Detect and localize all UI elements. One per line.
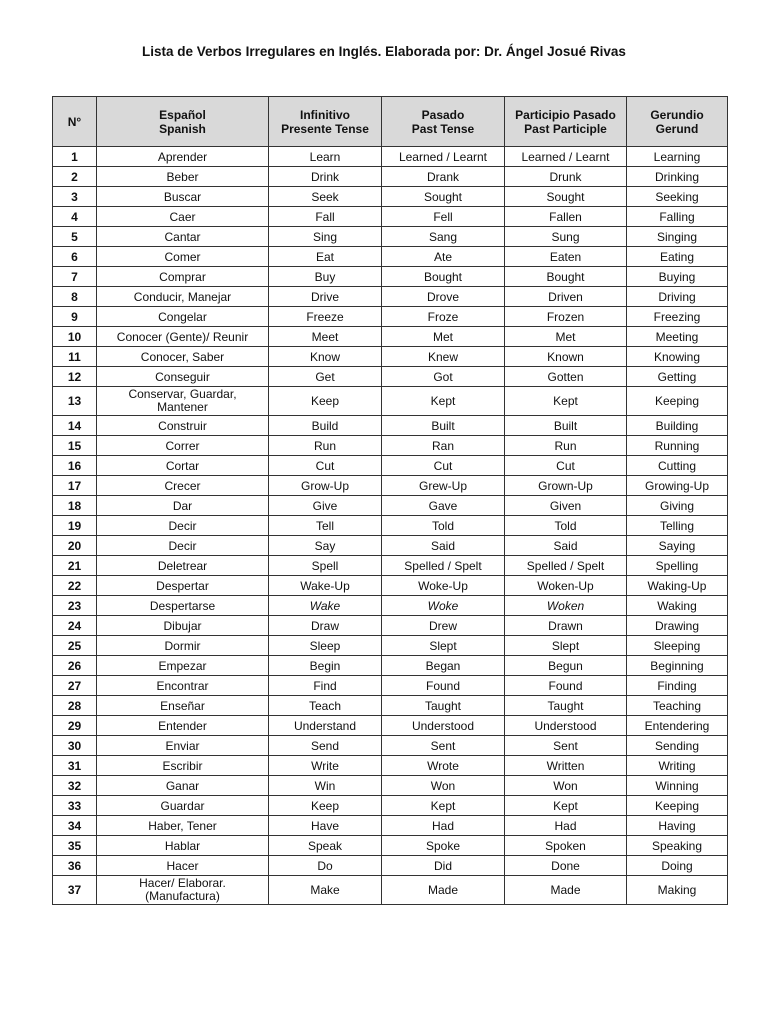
cell-spanish: Cantar xyxy=(97,227,269,247)
cell-past-participle: Cut xyxy=(505,456,627,476)
cell-spanish: Beber xyxy=(97,167,269,187)
cell-infinitive: Grow-Up xyxy=(269,476,382,496)
cell-number: 6 xyxy=(53,247,97,267)
table-row xyxy=(53,856,728,876)
cell-past-participle: Kept xyxy=(505,387,627,416)
cell-infinitive: Sing xyxy=(269,227,382,247)
cell-spanish: Decir xyxy=(97,516,269,536)
cell-past: Did xyxy=(382,856,505,876)
cell-past-participle: Driven xyxy=(505,287,627,307)
cell-gerund: Sleeping xyxy=(627,636,728,656)
cell-number: 31 xyxy=(53,756,97,776)
cell-gerund: Growing-Up xyxy=(627,476,728,496)
cell-infinitive: Get xyxy=(269,367,382,387)
table-row xyxy=(53,616,728,636)
cell-gerund: Learning xyxy=(627,147,728,167)
header-infinitive: Infinitivo Presente Tense xyxy=(269,97,382,147)
cell-spanish: Entender xyxy=(97,716,269,736)
cell-infinitive: Build xyxy=(269,416,382,436)
cell-gerund: Spelling xyxy=(627,556,728,576)
cell-infinitive: Sleep xyxy=(269,636,382,656)
table-row xyxy=(53,367,728,387)
cell-gerund: Drinking xyxy=(627,167,728,187)
cell-spanish: Conducir, Manejar xyxy=(97,287,269,307)
table-row xyxy=(53,307,728,327)
cell-past-participle: Had xyxy=(505,816,627,836)
cell-spanish: Cortar xyxy=(97,456,269,476)
cell-gerund: Finding xyxy=(627,676,728,696)
header-spanish: Español Spanish xyxy=(97,97,269,147)
cell-past-participle: Drunk xyxy=(505,167,627,187)
cell-past: Spelled / Spelt xyxy=(382,556,505,576)
cell-gerund: Waking xyxy=(627,596,728,616)
cell-gerund: Seeking xyxy=(627,187,728,207)
table-row xyxy=(53,327,728,347)
cell-infinitive: Write xyxy=(269,756,382,776)
cell-spanish: Conseguir xyxy=(97,367,269,387)
cell-past: Found xyxy=(382,676,505,696)
cell-number: 20 xyxy=(53,536,97,556)
cell-gerund: Teaching xyxy=(627,696,728,716)
table-row xyxy=(53,187,728,207)
cell-number: 12 xyxy=(53,367,97,387)
cell-spanish: Haber, Tener xyxy=(97,816,269,836)
cell-past: Drew xyxy=(382,616,505,636)
table-row xyxy=(53,476,728,496)
table-row xyxy=(53,347,728,367)
cell-past-participle: Won xyxy=(505,776,627,796)
cell-gerund: Freezing xyxy=(627,307,728,327)
cell-spanish: Escribir xyxy=(97,756,269,776)
cell-spanish: Deletrear xyxy=(97,556,269,576)
cell-spanish: Buscar xyxy=(97,187,269,207)
cell-past-participle: Gotten xyxy=(505,367,627,387)
cell-spanish-line: Mantener xyxy=(157,400,208,414)
cell-past-participle: Sent xyxy=(505,736,627,756)
table-row xyxy=(53,716,728,736)
cell-infinitive: Meet xyxy=(269,327,382,347)
cell-spanish xyxy=(97,387,269,416)
table-row xyxy=(53,796,728,816)
cell-infinitive: Make xyxy=(269,876,382,905)
table-row xyxy=(53,776,728,796)
cell-past: Sang xyxy=(382,227,505,247)
cell-spanish xyxy=(97,876,269,905)
cell-infinitive: Buy xyxy=(269,267,382,287)
cell-spanish: Ganar xyxy=(97,776,269,796)
cell-past-participle: Fallen xyxy=(505,207,627,227)
cell-past: Gave xyxy=(382,496,505,516)
cell-spanish: Aprender xyxy=(97,147,269,167)
cell-spanish: Conocer (Gente)/ Reunir xyxy=(97,327,269,347)
table-row xyxy=(53,656,728,676)
cell-infinitive: Freeze xyxy=(269,307,382,327)
header-past-participle: Participio Pasado Past Participle xyxy=(505,97,627,147)
cell-spanish: Conocer, Saber xyxy=(97,347,269,367)
cell-past: Wrote xyxy=(382,756,505,776)
table-row xyxy=(53,207,728,227)
cell-past-participle: Found xyxy=(505,676,627,696)
table-row xyxy=(53,816,728,836)
cell-past: Drank xyxy=(382,167,505,187)
cell-gerund: Having xyxy=(627,816,728,836)
cell-gerund: Entendering xyxy=(627,716,728,736)
cell-spanish: Crecer xyxy=(97,476,269,496)
cell-spanish: Enviar xyxy=(97,736,269,756)
cell-gerund: Getting xyxy=(627,367,728,387)
cell-past: Fell xyxy=(382,207,505,227)
cell-spanish: Despertarse xyxy=(97,596,269,616)
cell-number: 2 xyxy=(53,167,97,187)
cell-past-participle: Understood xyxy=(505,716,627,736)
table-row xyxy=(53,596,728,616)
cell-past-participle: Kept xyxy=(505,796,627,816)
table-row xyxy=(53,876,728,905)
cell-gerund: Keeping xyxy=(627,796,728,816)
table-row xyxy=(53,756,728,776)
cell-number: 16 xyxy=(53,456,97,476)
cell-past-participle: Given xyxy=(505,496,627,516)
cell-infinitive: Fall xyxy=(269,207,382,227)
cell-spanish: Guardar xyxy=(97,796,269,816)
cell-past: Froze xyxy=(382,307,505,327)
cell-infinitive: Cut xyxy=(269,456,382,476)
cell-spanish: Empezar xyxy=(97,656,269,676)
cell-spanish: Enseñar xyxy=(97,696,269,716)
cell-gerund: Buying xyxy=(627,267,728,287)
cell-past-participle: Told xyxy=(505,516,627,536)
cell-infinitive: Begin xyxy=(269,656,382,676)
cell-past-participle: Taught xyxy=(505,696,627,716)
cell-gerund: Winning xyxy=(627,776,728,796)
table-row xyxy=(53,836,728,856)
cell-past: Understood xyxy=(382,716,505,736)
cell-past: Learned / Learnt xyxy=(382,147,505,167)
cell-gerund: Saying xyxy=(627,536,728,556)
cell-number: 17 xyxy=(53,476,97,496)
cell-infinitive: Drive xyxy=(269,287,382,307)
cell-past-participle: Grown-Up xyxy=(505,476,627,496)
cell-infinitive: Give xyxy=(269,496,382,516)
cell-past: Drove xyxy=(382,287,505,307)
cell-past: Woke xyxy=(382,596,505,616)
cell-past: Won xyxy=(382,776,505,796)
cell-spanish-line: Hacer/ Elaborar. xyxy=(139,876,226,890)
cell-gerund: Building xyxy=(627,416,728,436)
cell-spanish: Dar xyxy=(97,496,269,516)
cell-infinitive: Understand xyxy=(269,716,382,736)
cell-past: Built xyxy=(382,416,505,436)
cell-number: 3 xyxy=(53,187,97,207)
table-row xyxy=(53,736,728,756)
cell-spanish: Correr xyxy=(97,436,269,456)
table-row xyxy=(53,247,728,267)
cell-gerund: Cutting xyxy=(627,456,728,476)
cell-gerund: Making xyxy=(627,876,728,905)
cell-infinitive: Spell xyxy=(269,556,382,576)
table-row xyxy=(53,696,728,716)
cell-gerund: Running xyxy=(627,436,728,456)
cell-past: Slept xyxy=(382,636,505,656)
cell-past-participle: Known xyxy=(505,347,627,367)
cell-past: Knew xyxy=(382,347,505,367)
cell-past: Got xyxy=(382,367,505,387)
table-row xyxy=(53,147,728,167)
cell-number: 5 xyxy=(53,227,97,247)
cell-infinitive: Do xyxy=(269,856,382,876)
cell-spanish-line: Conservar, Guardar, xyxy=(128,387,237,401)
cell-infinitive: Keep xyxy=(269,387,382,416)
cell-number: 30 xyxy=(53,736,97,756)
cell-number: 8 xyxy=(53,287,97,307)
cell-infinitive: Win xyxy=(269,776,382,796)
cell-past: Ran xyxy=(382,436,505,456)
cell-past-participle: Built xyxy=(505,416,627,436)
cell-past-participle: Spelled / Spelt xyxy=(505,556,627,576)
irregular-verbs-table xyxy=(52,96,728,905)
cell-infinitive: Teach xyxy=(269,696,382,716)
cell-infinitive: Keep xyxy=(269,796,382,816)
cell-infinitive: Draw xyxy=(269,616,382,636)
cell-spanish: Congelar xyxy=(97,307,269,327)
cell-past: Told xyxy=(382,516,505,536)
cell-number: 26 xyxy=(53,656,97,676)
cell-number: 36 xyxy=(53,856,97,876)
table-row xyxy=(53,387,728,416)
cell-number: 23 xyxy=(53,596,97,616)
cell-infinitive: Send xyxy=(269,736,382,756)
cell-number: 21 xyxy=(53,556,97,576)
cell-gerund: Sending xyxy=(627,736,728,756)
cell-gerund: Waking-Up xyxy=(627,576,728,596)
cell-infinitive: Have xyxy=(269,816,382,836)
table-row xyxy=(53,167,728,187)
cell-infinitive: Say xyxy=(269,536,382,556)
cell-number: 15 xyxy=(53,436,97,456)
cell-past: Kept xyxy=(382,387,505,416)
table-row xyxy=(53,496,728,516)
cell-past-participle: Frozen xyxy=(505,307,627,327)
cell-past-participle: Done xyxy=(505,856,627,876)
cell-gerund: Meeting xyxy=(627,327,728,347)
cell-infinitive: Wake-Up xyxy=(269,576,382,596)
cell-number: 11 xyxy=(53,347,97,367)
cell-gerund: Writing xyxy=(627,756,728,776)
cell-past-participle: Learned / Learnt xyxy=(505,147,627,167)
cell-past: Cut xyxy=(382,456,505,476)
cell-number: 22 xyxy=(53,576,97,596)
cell-past-participle: Bought xyxy=(505,267,627,287)
cell-past-participle: Begun xyxy=(505,656,627,676)
cell-spanish: Caer xyxy=(97,207,269,227)
cell-past: Ate xyxy=(382,247,505,267)
header-gerund: Gerundio Gerund xyxy=(627,97,728,147)
cell-spanish: Despertar xyxy=(97,576,269,596)
table-row xyxy=(53,416,728,436)
cell-spanish: Hacer xyxy=(97,856,269,876)
cell-spanish: Encontrar xyxy=(97,676,269,696)
cell-past-participle: Met xyxy=(505,327,627,347)
cell-number: 7 xyxy=(53,267,97,287)
cell-number: 24 xyxy=(53,616,97,636)
cell-number: 32 xyxy=(53,776,97,796)
cell-past-participle: Sought xyxy=(505,187,627,207)
cell-past: Woke-Up xyxy=(382,576,505,596)
cell-past-participle: Written xyxy=(505,756,627,776)
table-row xyxy=(53,287,728,307)
cell-gerund: Drawing xyxy=(627,616,728,636)
table-row xyxy=(53,456,728,476)
cell-number: 25 xyxy=(53,636,97,656)
cell-spanish: Comer xyxy=(97,247,269,267)
cell-number: 19 xyxy=(53,516,97,536)
cell-number: 28 xyxy=(53,696,97,716)
cell-past: Sought xyxy=(382,187,505,207)
cell-number: 18 xyxy=(53,496,97,516)
cell-past: Spoke xyxy=(382,836,505,856)
cell-spanish: Dibujar xyxy=(97,616,269,636)
table-row xyxy=(53,227,728,247)
cell-number: 29 xyxy=(53,716,97,736)
table-row xyxy=(53,576,728,596)
cell-spanish: Construir xyxy=(97,416,269,436)
cell-gerund: Giving xyxy=(627,496,728,516)
cell-gerund: Falling xyxy=(627,207,728,227)
cell-infinitive: Eat xyxy=(269,247,382,267)
cell-gerund: Singing xyxy=(627,227,728,247)
cell-number: 14 xyxy=(53,416,97,436)
cell-past-participle: Made xyxy=(505,876,627,905)
cell-infinitive: Speak xyxy=(269,836,382,856)
cell-past-participle: Spoken xyxy=(505,836,627,856)
cell-infinitive: Tell xyxy=(269,516,382,536)
cell-past: Had xyxy=(382,816,505,836)
table-row xyxy=(53,676,728,696)
cell-past: Grew-Up xyxy=(382,476,505,496)
table-row xyxy=(53,536,728,556)
cell-number: 9 xyxy=(53,307,97,327)
header-past: Pasado Past Tense xyxy=(382,97,505,147)
table-row xyxy=(53,267,728,287)
cell-number: 10 xyxy=(53,327,97,347)
table-row xyxy=(53,436,728,456)
cell-past: Kept xyxy=(382,796,505,816)
cell-past: Made xyxy=(382,876,505,905)
cell-past: Began xyxy=(382,656,505,676)
cell-past: Sent xyxy=(382,736,505,756)
cell-past-participle: Drawn xyxy=(505,616,627,636)
cell-gerund: Driving xyxy=(627,287,728,307)
cell-number: 35 xyxy=(53,836,97,856)
cell-number: 13 xyxy=(53,387,97,416)
cell-gerund: Eating xyxy=(627,247,728,267)
cell-number: 1 xyxy=(53,147,97,167)
cell-past: Met xyxy=(382,327,505,347)
cell-gerund: Doing xyxy=(627,856,728,876)
cell-infinitive: Seek xyxy=(269,187,382,207)
cell-gerund: Keeping xyxy=(627,387,728,416)
cell-past: Taught xyxy=(382,696,505,716)
cell-gerund: Telling xyxy=(627,516,728,536)
table-row xyxy=(53,636,728,656)
cell-gerund: Knowing xyxy=(627,347,728,367)
table-row xyxy=(53,516,728,536)
cell-infinitive: Find xyxy=(269,676,382,696)
cell-spanish-line: (Manufactura) xyxy=(145,889,220,903)
cell-number: 33 xyxy=(53,796,97,816)
cell-number: 4 xyxy=(53,207,97,227)
cell-spanish: Decir xyxy=(97,536,269,556)
cell-number: 27 xyxy=(53,676,97,696)
header-number: N° xyxy=(53,97,97,147)
cell-number: 34 xyxy=(53,816,97,836)
document-title: Lista de Verbos Irregulares en Inglés. Elaborada por: Dr. Ángel Josué Rivas xyxy=(142,44,626,59)
cell-past-participle: Slept xyxy=(505,636,627,656)
cell-past-participle: Woken xyxy=(505,596,627,616)
cell-number: 37 xyxy=(53,876,97,905)
cell-infinitive: Run xyxy=(269,436,382,456)
cell-spanish: Dormir xyxy=(97,636,269,656)
cell-past-participle: Eaten xyxy=(505,247,627,267)
cell-past: Said xyxy=(382,536,505,556)
cell-gerund: Speaking xyxy=(627,836,728,856)
cell-spanish: Hablar xyxy=(97,836,269,856)
cell-past-participle: Woken-Up xyxy=(505,576,627,596)
cell-past-participle: Sung xyxy=(505,227,627,247)
cell-past: Bought xyxy=(382,267,505,287)
cell-past-participle: Run xyxy=(505,436,627,456)
table-row xyxy=(53,556,728,576)
cell-infinitive: Learn xyxy=(269,147,382,167)
table-header-row xyxy=(53,97,728,147)
cell-infinitive: Wake xyxy=(269,596,382,616)
cell-spanish: Comprar xyxy=(97,267,269,287)
cell-past-participle: Said xyxy=(505,536,627,556)
cell-gerund: Beginning xyxy=(627,656,728,676)
cell-infinitive: Know xyxy=(269,347,382,367)
cell-infinitive: Drink xyxy=(269,167,382,187)
